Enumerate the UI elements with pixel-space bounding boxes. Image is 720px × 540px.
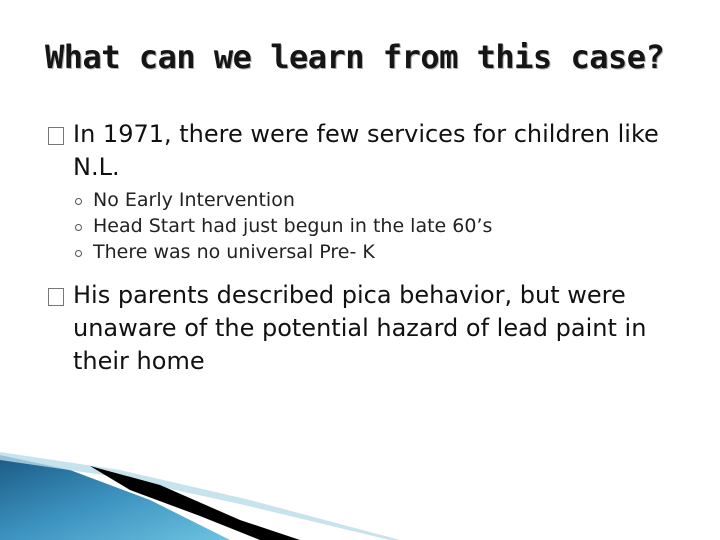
circle-bullet-icon xyxy=(75,224,82,231)
bullet-box-icon xyxy=(48,288,64,306)
circle-bullet-icon xyxy=(75,198,82,205)
bullet-item xyxy=(48,118,698,184)
bullet-box-icon xyxy=(48,127,64,145)
bullet-item xyxy=(48,279,698,378)
circle-bullet-icon xyxy=(75,250,82,257)
slide-content xyxy=(48,118,698,378)
sub-bullet-list xyxy=(48,187,698,265)
sub-bullet-text: Head Start had just begun in the late 60’s xyxy=(93,215,493,237)
sub-bullet-item xyxy=(75,213,698,239)
bullet-text: His parents described pica behavior, but were unaware of the potential hazard of lead paint in their home xyxy=(73,281,647,375)
blue-wedge xyxy=(0,455,230,540)
slide-title: What can we learn from this case? xyxy=(45,38,665,76)
sub-bullet-text: No Early Intervention xyxy=(93,189,295,211)
bullet-text: In 1971, there were few services for children like N.L. xyxy=(73,120,659,181)
sub-bullet-item xyxy=(75,239,698,265)
sub-bullet-text: There was no universal Pre- K xyxy=(93,241,375,263)
sub-bullet-item xyxy=(75,187,698,213)
